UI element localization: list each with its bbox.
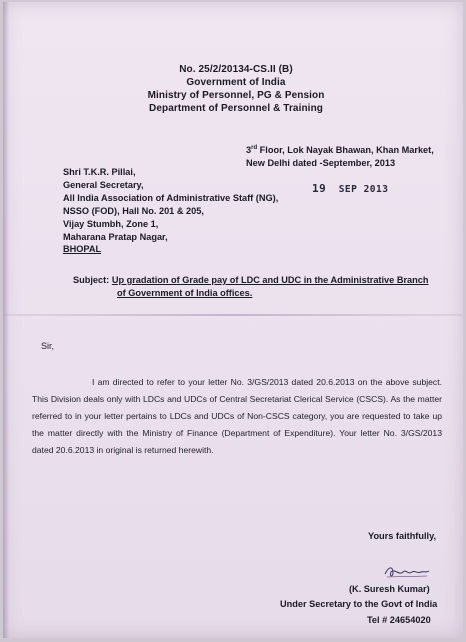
recipient-line: Maharana Pratap Nagar,: [63, 231, 168, 242]
stamp-month-year: SEP 2013: [338, 184, 389, 195]
body-paragraph: I am directed to refer to your letter No. 3/GS/2013 dated 20.6.2013 on the above subject. This Division deals only with LDCs and UDCs of Central Secretariat Clerical Service (CSCS). As the matter referred to in your letter pertains to LDCs and UDCs of Non-CSCS category, you are requested to take up the matter directly with the Ministry of Finance (Department of Expenditure). Your letter No. 3/GS/2013 dated 20.6.2013 in original is returned herewith.: [32, 377, 442, 455]
floor-suffix: rd: [251, 145, 258, 151]
letter-body: [32, 374, 442, 459]
floor-number: 3: [246, 145, 252, 156]
letter-date: New Delhi dated -September, 2013: [246, 158, 396, 168]
recipient-line: NSSO (FOD), Hall No. 201 & 205,: [63, 205, 204, 216]
recipient-line: Vijay Stumbh, Zone 1,: [63, 218, 159, 229]
recipient-line: All India Association of Administrative Staff (NG),: [63, 192, 279, 203]
signatory-name: (K. Suresh Kumar): [349, 584, 430, 594]
subject-label: Subject:: [73, 275, 110, 285]
received-date-stamp: [312, 182, 388, 195]
signatory-telephone: Tel # 24654020: [367, 615, 431, 625]
recipient-city: BHOPAL: [63, 244, 102, 255]
sender-address-line1: [246, 145, 434, 155]
closing: Yours faithfully,: [368, 531, 437, 541]
subject-line2: of Government of India offices.: [117, 288, 253, 298]
reference-number: No. 25/2/20134-CS.II (B): [179, 64, 293, 75]
paper-fold: [3, 314, 463, 316]
stamp-day: 19: [312, 182, 327, 195]
subject-line1: Up gradation of Grade pay of LDC and UDC in the Administrative Branch: [111, 275, 429, 285]
building-text: Floor, Lok Nayak Bhawan, Khan Market,: [257, 145, 434, 156]
recipient-address: [63, 166, 278, 256]
subject-block: [73, 274, 428, 300]
recipient-line: General Secretary,: [63, 179, 144, 190]
letter-page: [3, 2, 463, 638]
signature-scribble: [383, 564, 431, 580]
government-line: Government of India: [186, 77, 286, 88]
recipient-line: Shri T.K.R. Pillai,: [63, 167, 136, 177]
signatory-designation: Under Secretary to the Govt of India: [280, 599, 438, 609]
salutation: Sir,: [41, 341, 55, 351]
department-line: Department of Personnel & Training: [149, 103, 323, 114]
ministry-line: Ministry of Personnel, PG & Pension: [147, 90, 325, 101]
